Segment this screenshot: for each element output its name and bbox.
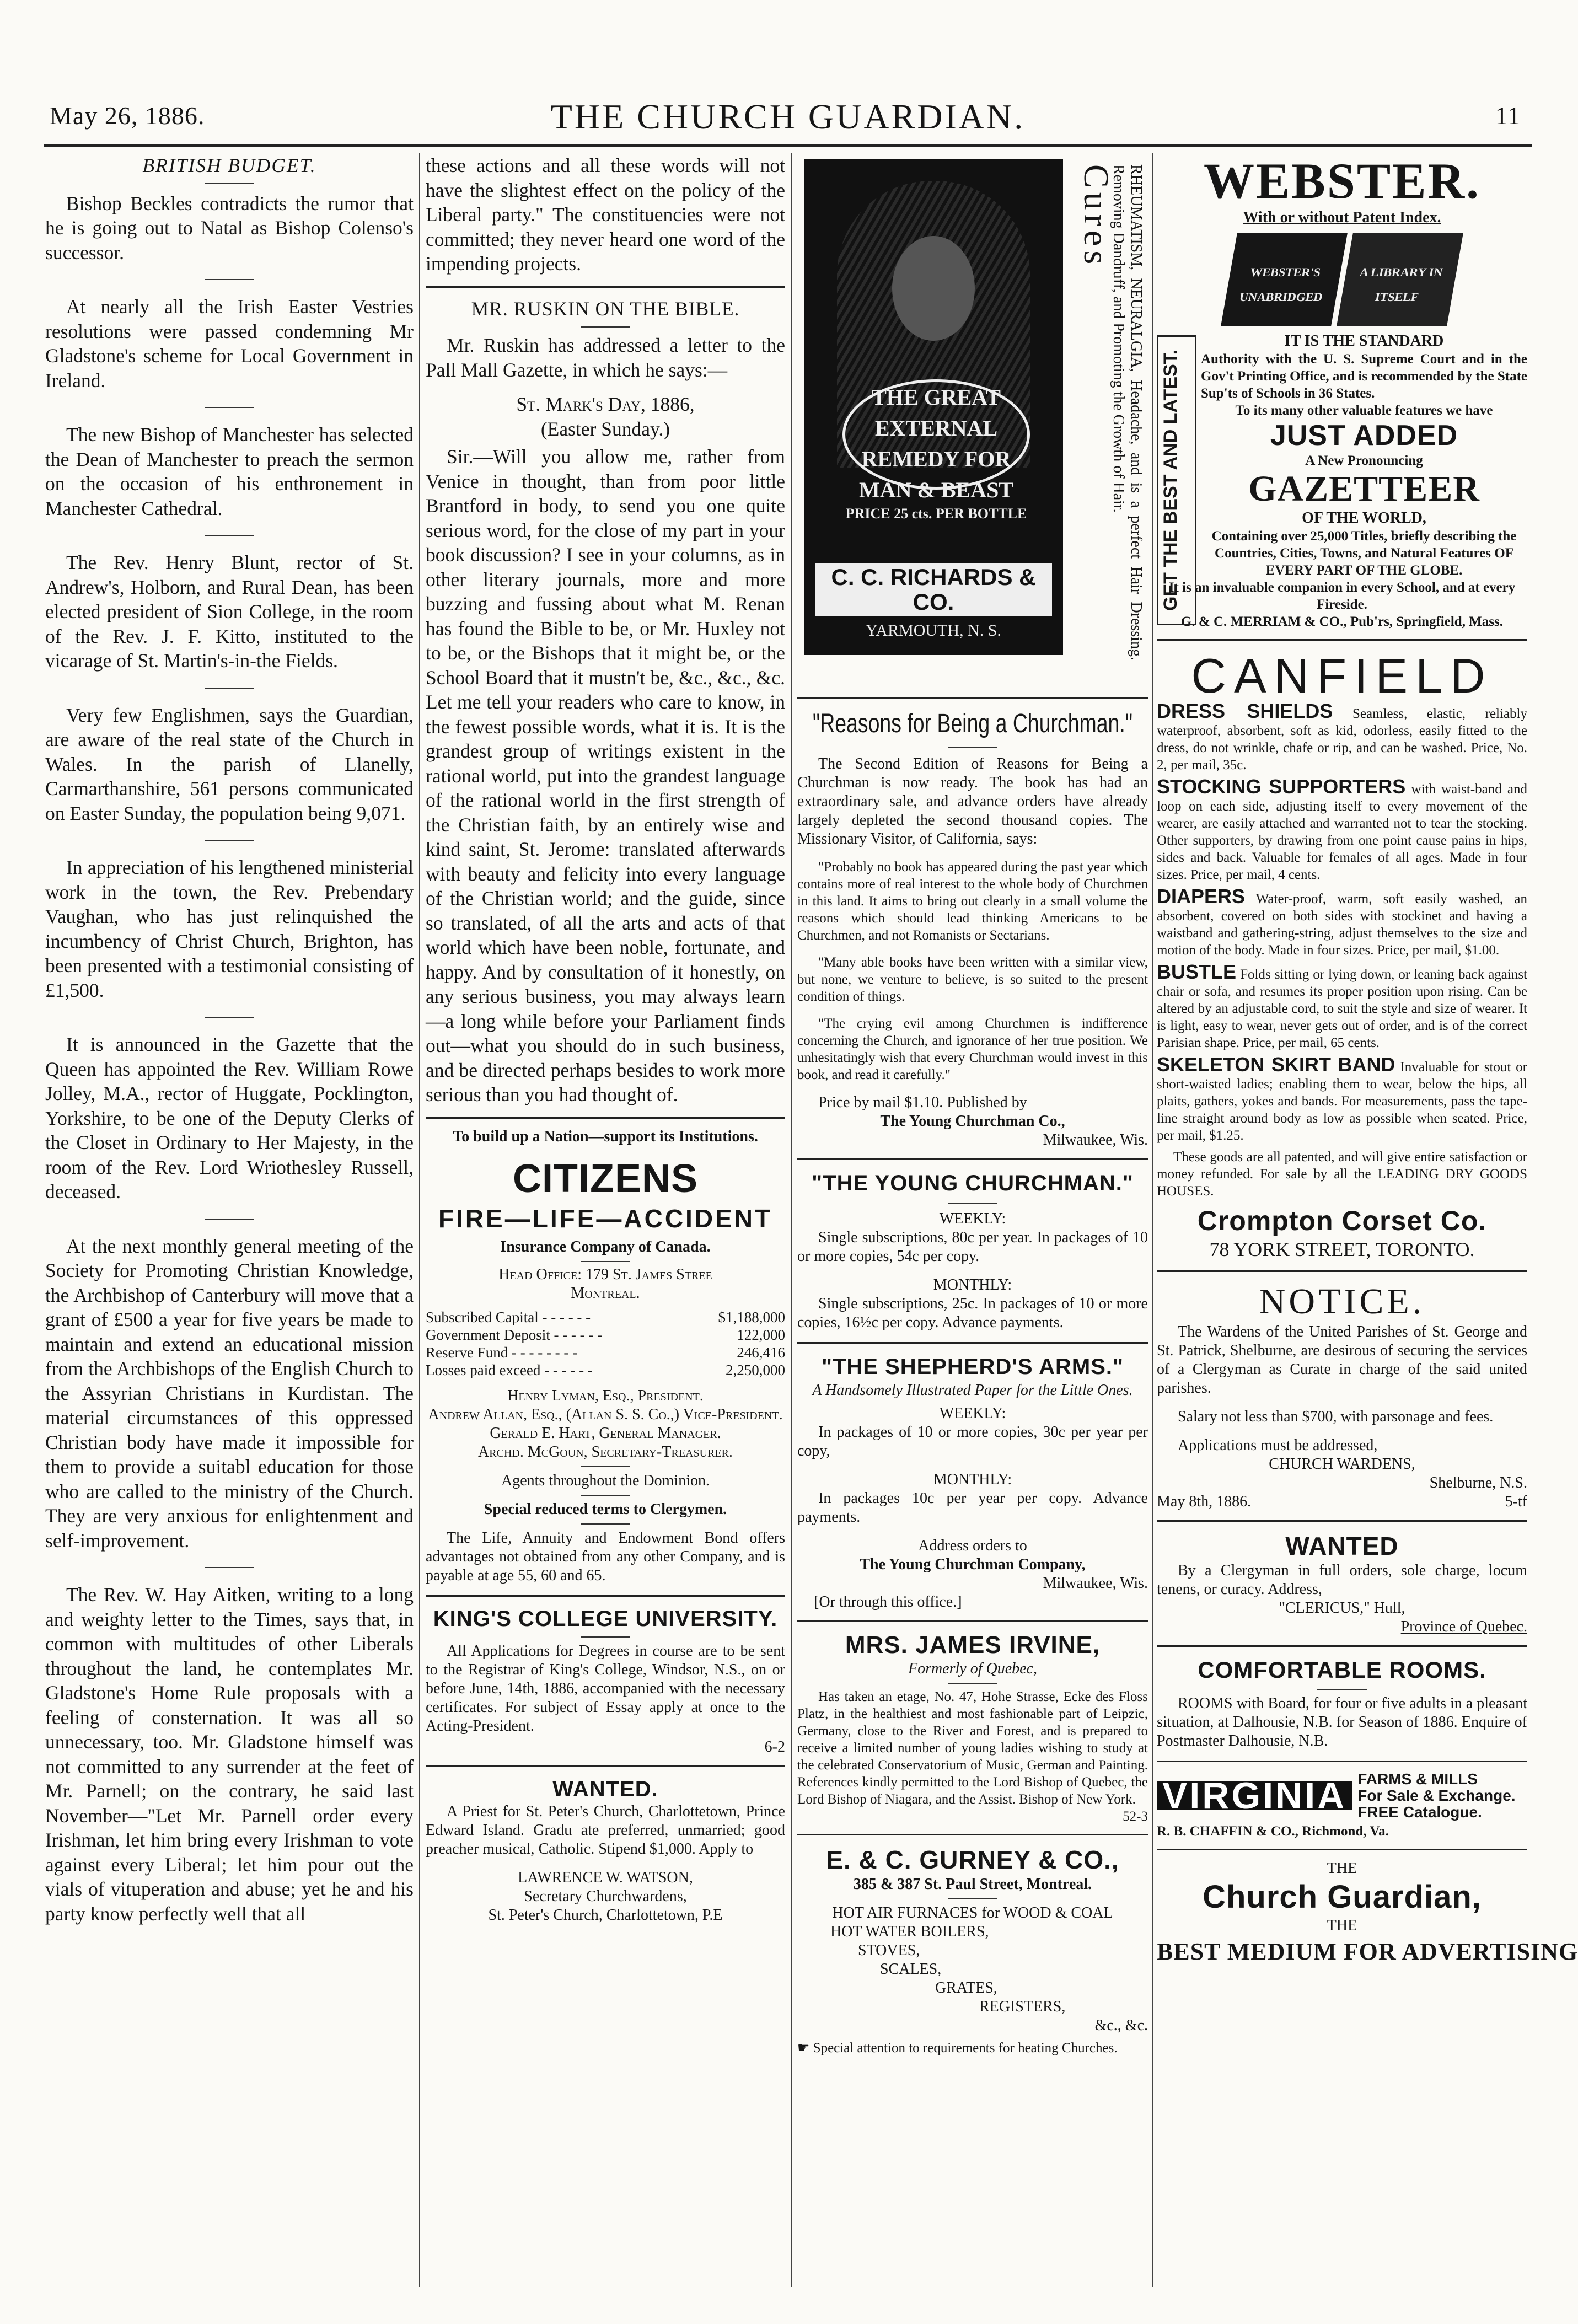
ad-body: A Priest for St. Peter's Church, Charlottetown, Prince Edward Island. Gradu ate preferred, unmarried; good preacher musical, Catholic. Stipend $1,000. Apply to [426, 1802, 785, 1858]
ad-body: The Wardens of the United Parishes of St. George and St. Patrick, Shelburne, are desirous of securing the services of a Clergyman as Curate in charge of the said united parishes. [1157, 1323, 1527, 1397]
divider [797, 1342, 1148, 1344]
divider [948, 1898, 997, 1899]
news-item: Very few Englishmen, says the Guardian, are aware of the real state of the Church in Wales. In the parish of Llanelly, Carmarthanshire, 561 persons communicated on Easter Sunday, the population being 9,071. [45, 704, 414, 824]
webster-ad [1157, 153, 1527, 630]
crompton-address: 78 YORK STREET, TORONTO. [1209, 1238, 1475, 1260]
product-body: Invaluable for stout or short-waisted ladies; enabling them to wear, below the hips, all plaits, gathers, yokes and bands. For measurements, pass the tape-line straight around body as low as possible when seated. Price, per mail, $1.25. [1157, 1060, 1528, 1143]
ad-address: 385 & 387 St. Paul Street, Montreal. [853, 1876, 1092, 1893]
ad-price: Price by mail $1.10. Published by [818, 1094, 1027, 1111]
ad-subtitle: With or without Patent Index. [1243, 209, 1441, 226]
subhead: WEEKLY: [939, 1405, 1006, 1422]
ad-body: Has taken an etage, No. 47, Hohe Strasse, Ecke des Floss Platz, in the healthiest and most fashionable part of Leipzic, Germany, close to the River and Forest, and is prepared to receive a limited number of young ladies wishing to study at the celebrated Conservatorium of Music, German and Painting. References kindly permitted to the Lord Bishop of Quebec, the Lord Bishop of Niagara, and the Assist. Bishop of New York. [797, 1689, 1148, 1807]
ad-place: Shelburne, N.S. [1429, 1474, 1527, 1491]
divider [581, 1636, 630, 1638]
divider [948, 1683, 997, 1684]
kings-college-ad [426, 1606, 785, 1757]
product-name: DIAPERS [1157, 885, 1246, 908]
divider [797, 1834, 1148, 1835]
house-ad-the: THE [1327, 1860, 1357, 1877]
ad-special-text: Special attention to requirements for heating Churches. [813, 2041, 1118, 2055]
subhead: WEEKLY: [939, 1210, 1006, 1227]
column-advertisements-2 [1157, 153, 1578, 2287]
virginia-bottom: R. B. CHAFFIN & CO., Richmond, Va. [1157, 1824, 1389, 1839]
address-label: Address orders to [918, 1537, 1027, 1554]
citizens-insurance-ad [426, 1128, 785, 1585]
house-ad-tagline: BEST MEDIUM FOR ADVERTISING [1157, 1938, 1578, 1965]
ad-special [797, 2039, 1148, 2057]
divider [1157, 1520, 1527, 1522]
news-item: At nearly all the Irish Easter Vestries resolutions were passed condemning Mr Gladstone's scheme for Local Government in Ireland. [45, 296, 414, 391]
ad-company-name: CITIZENS [512, 1156, 698, 1201]
wanted-clergyman-ad [1157, 1531, 1527, 1636]
ad-title: WANTED [1285, 1532, 1399, 1560]
divider [948, 1203, 997, 1204]
table-row [426, 1326, 785, 1344]
ad-subtitle: Formerly of Quebec, [908, 1660, 1038, 1677]
cures-list: RHEUMATISM, NEURALGIA, Headache, and is a perfect Hair Dressing. Removing Dandruff, and Promoting the Growth of Hair. [1110, 164, 1145, 661]
ad-body: Single subscriptions, 25c. In packages of 10 or more copies, 16½c per copy. Advance payments. [797, 1295, 1148, 1331]
ad-publisher: G. & C. MERRIAM & CO., Pub'rs, Springfield, Mass. [1180, 614, 1504, 629]
figure-ornament [892, 236, 975, 341]
ad-publisher: The Young Churchman Co., [880, 1113, 1065, 1130]
ad-title: WEBSTER. [1203, 153, 1481, 209]
product [1157, 702, 1527, 774]
divider [426, 286, 785, 288]
ad-special: Special reduced terms to Clergymen. [484, 1500, 727, 1518]
virginia-right [1357, 1771, 1515, 1821]
product-name: BUSTLE [1157, 960, 1236, 983]
quote: "The crying evil among Churchmen is indifference concerning the Church, and ignorance of her true position. We unhesitatingly wish that every Churchman would invest in this book, and read it carefully." [797, 1016, 1148, 1082]
ad-code: 6-2 [764, 1738, 785, 1756]
column-ruskin [426, 153, 785, 2287]
row-value: $1,188,000 [718, 1308, 785, 1325]
remedy-illustration [804, 159, 1063, 655]
row-label: Government Deposit - - - - - - [426, 1326, 603, 1343]
row-label: Reserve Fund - - - - - - - - [426, 1344, 578, 1361]
ad-tagline: To build up a Nation—support its Institutions. [453, 1128, 758, 1145]
news-item: The Rev. W. Hay Aitken, writing to a long and weighty letter to the Times, says that, in common with multitudes of other Liberals throughout the land, he contemplates Mr. Gladstone's Home Rule proposals with a feeling of consternation. It was all so unnecessary, too. Mr. Gladstone himself was not committed to any surrender at the feet of Mr. Parnell; on the contrary, he said last November—"Let Mr. Parnell order every Irishman, let him bring every Irishman to vote against every Liberal; let him pour out the vials of vituperation and abuse; yet he and his party know perfectly well that all [45, 1584, 414, 1925]
ad-gazetteer-body: Containing over 25,000 Titles, briefly describing the Countries, Cities, Towns, and Natural Features OF EVERY PART OF THE GLOBE. [1211, 529, 1517, 578]
divider [205, 535, 254, 536]
divider [205, 279, 254, 280]
ad-agents: Agents throughout the Dominion. [501, 1472, 710, 1489]
ad-title: "Reasons for Being a Churchman." [812, 709, 1133, 738]
quote: "Many able books have been written with a similar view, but none, we venture to believe, is so suited to the present condition of things. [797, 955, 1148, 1004]
issue-date: May 26, 1886. [50, 101, 205, 130]
ad-line: HOT AIR FURNACES for WOOD & COAL [832, 1904, 1113, 1922]
divider [1157, 1270, 1527, 1272]
ad-code: 52-3 [1123, 1809, 1148, 1824]
ad-body: In packages of 10 or more copies, 30c per year per copy, [797, 1424, 1148, 1459]
divider [1157, 639, 1527, 641]
reasons-ad [797, 707, 1148, 1150]
ad-just-added: JUST ADDED [1270, 420, 1458, 452]
divider [581, 326, 630, 328]
ad-contact-place: St. Peter's Church, Charlottetown, P.E [488, 1906, 723, 1924]
seller-banner: C. C. RICHARDS & CO. [815, 563, 1052, 616]
wanted-priest-ad [426, 1776, 785, 1925]
divider [426, 1765, 785, 1767]
divider [426, 1595, 785, 1597]
ad-title: WANTED. [552, 1776, 658, 1801]
continued-text: these actions and all these words will not have the slightest effect on the policy of the Liberal party." The constituencies were not committed; they never heard one word of the impending projects. [426, 154, 785, 275]
house-ad-paper: Church Guardian, [1203, 1879, 1482, 1915]
virginia-ad [1157, 1771, 1527, 1840]
ad-date: May 8th, 1886. [1157, 1493, 1252, 1510]
seller-place: YARMOUTH, N. S. [866, 621, 1001, 640]
officer: Henry Lyman, Esq., President. [507, 1387, 704, 1404]
product-body: with waist-band and loop on each side, adjusting itself to every movement of the wearer, are easily attached and warranted not to tear the stocking. Other supporters, by drawing from one point cause pains in hips, sides and back. Valuable for females of all ages. Made in four sizes. Price, per mail, 4 cents. [1157, 782, 1528, 882]
ad-body: ROOMS with Board, for four or five adults in a pleasant situation, at Dalhousie, N.B. for Season of 1886. Enquire of Postmaster Dalhousie, N.B. [1157, 1695, 1527, 1749]
divider [205, 1017, 254, 1018]
ad-title: NOTICE. [1259, 1281, 1425, 1322]
ad-note: These goods are all patented, and will give entire satisfaction or money refunded. For sale by all the LEADING DRY GOODS HOUSES. [1157, 1150, 1527, 1199]
ad-standard: IT IS THE STANDARD [1284, 332, 1444, 350]
divider [581, 1495, 630, 1496]
product-name: STOCKING SUPPORTERS [1157, 775, 1406, 798]
side-box: GET THE BEST AND LATEST. [1157, 335, 1196, 625]
house-ad-the: THE [1327, 1917, 1357, 1934]
remedy-seal [842, 379, 1030, 522]
ad-company: Insurance Company of Canada. [500, 1238, 711, 1255]
divider [205, 840, 254, 841]
remedy-title: THE GREAT EXTERNAL REMEDY FOR MAN & BEAST [858, 385, 1014, 502]
product [1157, 775, 1528, 883]
ad-gazetteer: GAZETTEER [1248, 469, 1480, 509]
ad-contact-name: LAWRENCE W. WATSON, [518, 1869, 693, 1886]
virginia-big: VIRGINIA [1157, 1781, 1352, 1811]
article-heading: MR. RUSKIN ON THE BIBLE. [471, 297, 740, 320]
ad-intro: The Second Edition of Reasons for Being a Churchman is now ready. The book has had an extraordinary sale, and advance orders have already largely depleted the second thousand copies. The Missionary Visitor, of California, says: [797, 755, 1148, 847]
product-body: Seamless, elastic, reliably waterproof, absorbent, soft as kid, odorless, easily fitted to the dress, do not wrinkle, chafe or rip, and can be washed. Price, No. 2, per mail, 35c. [1157, 706, 1527, 772]
masthead [44, 96, 1532, 141]
divider [581, 1466, 630, 1467]
news-item: At the next monthly general meeting of the Society for Promoting Christian Knowledge, the Archbishop of Canterbury will move that a grant of £500 a year for five years be made to maintain and extend an educational mission from the Archbishops of the English Church to the Assyrian Christians in Kurdistan. The material circumstances of this oppressed Christian body have made it impossible for them to provide a suitabl education for those who are called to the ministry of the Church. They are very anxious for enlightenment and self-improvement. [45, 1235, 414, 1552]
pointing-hand-icon: ☛ [797, 2041, 813, 2055]
column-divider [791, 153, 792, 2287]
officer: Archd. McGoun, Secretary-Treasurer. [478, 1443, 733, 1461]
product-body: Folds sitting or lying down, or leaning back against chair or sofa, and resumes its proper position upon rising. Can be altered by an adjustable cord, to suit the style and size of wearer. It is light, easy to wear, never gets out of order, and is of the correct Parisian shape. Price, per mail, 65 cents. [1157, 967, 1528, 1050]
crompton-title: Crompton Corset Co. [1197, 1205, 1487, 1236]
divider [1157, 1849, 1527, 1850]
ad-city: Milwaukee, Wis. [1043, 1575, 1148, 1592]
row-label: Subscribed Capital - - - - - - [426, 1308, 591, 1325]
divider [205, 183, 254, 184]
ad-salary: Salary not less than $700, with parsonage and fees. [1178, 1408, 1494, 1425]
row-label: Losses paid exceed - - - - - - [426, 1361, 593, 1378]
ad-wardens: CHURCH WARDENS, [1269, 1456, 1415, 1473]
capital-table [426, 1308, 785, 1379]
divider [948, 747, 997, 748]
news-item: In appreciation of his lengthened ministerial work in the town, the Rev. Prebendary Vaughan, who has just relinquished the incumbency of Christ Church, Brighton, has been presented with a testimonial consisting of £1,500. [45, 856, 414, 1001]
divider [1157, 1761, 1527, 1762]
ad-title: E. & C. GURNEY & CO., [826, 1845, 1119, 1874]
masthead-rule [44, 144, 1532, 147]
dictionary-book: WEBSTER'S UNABRIDGED [1221, 233, 1348, 326]
gurney-ad [797, 1844, 1148, 2057]
quote: "Probably no book has appeared during the past year which contains more of real interest to the whole body of Churchmen in this land. It aims to bring out clearly in a small volume the reasons which should lead thinking Americans to be Churchmen, and not Romanists or Sectarians. [797, 860, 1148, 943]
section-heading: BRITISH BUDGET. [142, 154, 316, 176]
ad-item: &c., &c. [1094, 2017, 1148, 2034]
row-value: 122,000 [737, 1326, 785, 1343]
table-row [426, 1308, 785, 1326]
divider [205, 1567, 254, 1568]
remedy-ad [797, 159, 1148, 688]
ad-body: In packages 10c per year per copy. Advance payments. [797, 1490, 1148, 1526]
shepherds-arms-ad [797, 1352, 1148, 1612]
ad-item: STOVES, [858, 1942, 920, 1959]
product-name: DRESS SHIELDS [1157, 700, 1333, 722]
ad-item: GRATES, [935, 1979, 997, 1996]
ad-title: MRS. JAMES IRVINE, [845, 1631, 1101, 1659]
ad-lines: FIRE—LIFE—ACCIDENT [438, 1204, 773, 1233]
dateline: St. Mark's Day, 1886, [516, 393, 695, 415]
cures-heading: Cures [1077, 164, 1116, 269]
product [1157, 960, 1528, 1051]
ad-item: HOT WATER BOILERS, [830, 1923, 989, 1940]
ad-title: "THE SHEPHERD'S ARMS." [821, 1355, 1124, 1379]
column-advertisements-1 [797, 153, 1148, 2287]
ad-standard-body: Authority with the U. S. Supreme Court and in the Gov't Printing Office, and is recommended by the State Sup'ts of Schools in 36 States. [1201, 352, 1527, 401]
remedy-price: PRICE 25 cts. PER BOTTLE [845, 506, 1027, 522]
news-item: It is announced in the Gazette that the Queen has appointed the Rev. William Rowe Jolley, M.A., rector of Huggate, Pocklington, Yorkshire, to be one of the Deputy Clerks of the Closet in Ordinary to Her Majesty, in the room of the Rev. Lord Wriothesley Russell, deceased. [45, 1033, 414, 1203]
rooms-ad [1157, 1656, 1527, 1751]
product [1157, 1053, 1528, 1144]
canfield-ad [1157, 650, 1527, 1262]
ad-province: Province of Quebec. [1400, 1618, 1527, 1635]
dateline: (Easter Sunday.) [540, 417, 670, 440]
virginia-line: For Sale & Exchange. [1357, 1787, 1516, 1804]
product-name: SKELETON SKIRT BAND [1157, 1053, 1395, 1076]
news-item: The Rev. Henry Blunt, rector of St. Andrew's, Holborn, and Rural Dean, has been elected president of Sion College, in the room of the Rev. J. F. Kitto, instituted to the vicarage of St. Martin's-in-the Fields. [45, 551, 414, 672]
ad-head-office: Head Office: 179 St. James Stree [498, 1265, 712, 1283]
church-guardian-house-ad [1157, 1859, 1578, 1968]
ad-body: Single subscriptions, 80c per year. In packages of 10 or more copies, 54c per copy. [797, 1229, 1148, 1265]
officer: Gerald E. Hart, General Manager. [490, 1424, 721, 1442]
subhead: MONTHLY: [933, 1471, 1012, 1488]
ad-note: The Life, Annuity and Endowment Bond offers advantages not obtained from any other Company, and is payable at age 55, 60 and 65. [426, 1529, 785, 1584]
product-body: Water-proof, warm, soft easily washed, an absorbent, covered on both sides with stockinet and having a waistband and gathering-string, adjust themselves to the size and motion of the body. Made in four sizes. Price, per mail, $1.00. [1157, 892, 1527, 958]
ad-body: All Applications for Degrees in course are to be sent to the Registrar of King's College, Windsor, N.S., on or before June, 14th, 1886, accompanied with the necessary certificates. For subject of Essay apply at once to the Acting-President. [426, 1642, 785, 1735]
young-churchman-ad [797, 1169, 1148, 1332]
ad-of-world: OF THE WORLD, [1302, 509, 1426, 527]
notice-ad [1157, 1281, 1527, 1511]
column-british-budget [45, 153, 414, 2287]
dictionary-book: A LIBRARY IN ITSELF [1337, 233, 1463, 326]
ad-title: KING'S COLLEGE UNIVERSITY. [433, 1606, 778, 1631]
ad-contact-role: Secretary Churchwardens, [524, 1887, 687, 1905]
ad-city: Milwaukee, Wis. [1043, 1131, 1148, 1148]
ruskin-letter: Sir.—Will you allow me, rather from Venice in thought, than from poor little Brantford in body, to send you one quite serious word, for the close of my part in your book discussion? I see in your columns, as in other literary journals, more and more buzzing and fussing about what M. Renan has found the Bible to be, or Mr. Huxley not to be, or the Bishops that it might be, or the School Board that it mustn't be, &c., &c., &c. Let me tell your readers who care to know, in the fewest possible words, what it is. It is the grandest group of writings existent in the rational world, put into the grandest language of the rational world in the first strength of the Christian faith, by an entirely wise and kind saint, St. Jerome: translated afterwards with beauty and felicity into every language of the Christian world; and the guide, since so translated, of all the arts and acts of that world which have been noble, fortunate, and happy. And by consultation of it honestly, on any serious business, you may always learn—a long while before your Parliament finds out—what you should do in such business, and be directed perhaps besides to work more serious than you had thought of. [426, 446, 785, 1105]
divider [797, 1158, 1148, 1160]
table-row [426, 1344, 785, 1361]
ad-address: "CLERICUS," Hull, [1279, 1600, 1405, 1617]
ad-pronouncing: A New Pronouncing [1305, 453, 1423, 468]
ad-city: Montreal. [571, 1284, 640, 1302]
divider [426, 1117, 785, 1119]
divider [797, 1620, 1148, 1622]
divider [797, 697, 1148, 699]
virginia-line: FARMS & MILLS [1357, 1770, 1478, 1788]
column-divider [1152, 153, 1153, 2287]
divider [581, 1261, 630, 1262]
divider [205, 1219, 254, 1220]
row-value: 246,416 [737, 1344, 785, 1361]
page-number: 11 [1495, 101, 1521, 130]
divider [205, 688, 254, 689]
irvine-ad [797, 1631, 1148, 1825]
divider [1157, 1645, 1527, 1647]
ad-title: "THE YOUNG CHURCHMAN." [812, 1171, 1134, 1195]
divider [581, 1523, 630, 1525]
row-value: 2,250,000 [726, 1361, 785, 1378]
officer: Andrew Allan, Esq., (Allan S. S. Co.,) Vice-President. [428, 1405, 783, 1423]
subhead: MONTHLY: [933, 1276, 1012, 1294]
divider [205, 407, 254, 408]
news-item: Bishop Beckles contradicts the rumor that he is going out to Natal as Bishop Colenso's successor. [45, 192, 414, 264]
ad-code: 5-tf [1505, 1493, 1527, 1510]
ad-title: CANFIELD [1191, 648, 1493, 703]
virginia-line: FREE Catalogue. [1357, 1804, 1482, 1821]
article-intro: Mr. Ruskin has addressed a letter to the Pall Mall Gazette, in which he says:— [426, 334, 785, 381]
ad-apply: Applications must be addressed, [1178, 1437, 1378, 1454]
product [1157, 885, 1527, 959]
divider [1317, 1689, 1367, 1690]
book-illustration [1157, 233, 1527, 326]
ad-body: By a Clergyman in full orders, sole charge, locum tenens, or curacy. Address, [1157, 1562, 1527, 1598]
virginia-banner [1157, 1771, 1527, 1821]
ad-item: SCALES, [880, 1961, 942, 1978]
table-row [426, 1361, 785, 1379]
ad-date-row [1157, 1493, 1527, 1511]
ad-item: REGISTERS, [979, 1998, 1066, 2015]
news-item: The new Bishop of Manchester has selected the Dean of Manchester to preach the sermon on the occasion of his enthronement in Manchester Cathedral. [45, 423, 414, 519]
column-divider [419, 153, 420, 2287]
ad-subtitle: A Handsomely Illustrated Paper for the Little Ones. [812, 1382, 1133, 1399]
ad-valuable: To its many other valuable features we have [1235, 403, 1493, 418]
ad-title: COMFORTABLE ROOMS. [1198, 1657, 1486, 1683]
newspaper-title: THE CHURCH GUARDIAN. [550, 97, 1026, 136]
ad-companion: It is an invaluable companion in every School, and at every Fireside. [1168, 580, 1516, 612]
ad-office-note: [Or through this office.] [814, 1593, 962, 1611]
ad-company: The Young Churchman Company, [860, 1556, 1086, 1573]
